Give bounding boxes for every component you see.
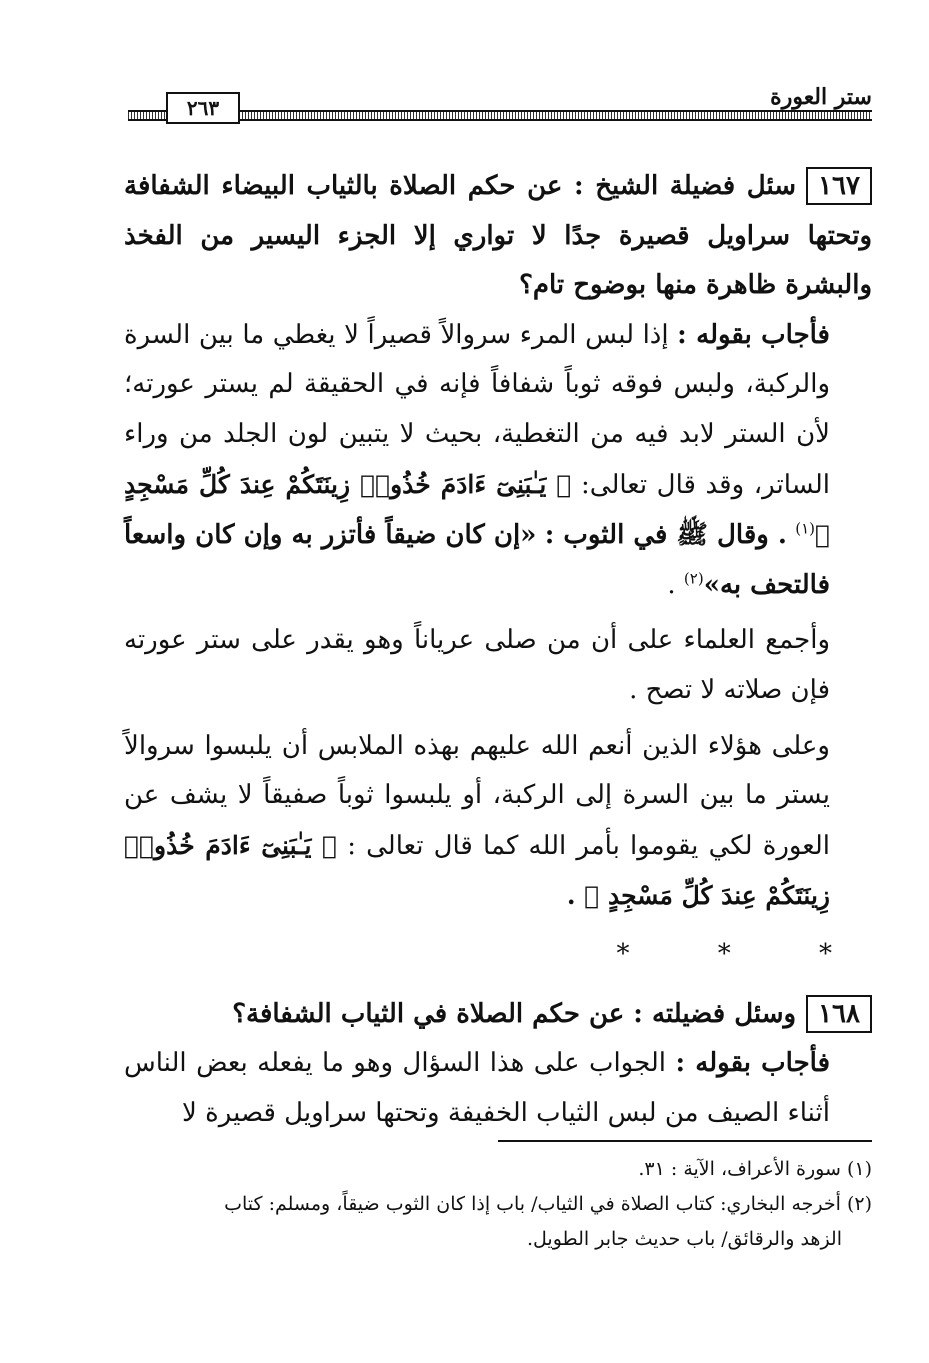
hadith-text: «إن كان ضيقاً فأتزر به وإن كان واسعاً فالتحف به» [124, 520, 830, 600]
answer-intro-167: فأجاب بقوله : [677, 319, 830, 350]
question-168 [124, 990, 872, 1040]
footnote-ref-2: (٢) [683, 569, 704, 588]
quran-verse-1: ﴿ يَـٰبَنِىٓ ءَادَمَ خُذُوا۟ زِينَتَكُمْ عِندَ كُلِّ مَسْجِدٍ ﴾ [124, 469, 831, 550]
question-168-text: وسئل فضيلته : عن حكم الصلاة في الثياب الشفافة؟ [232, 998, 797, 1029]
running-title: ستر العورة [760, 84, 872, 110]
page-header [128, 86, 872, 128]
footnote-1: (١) سورة الأعراف، الآية : ٣١. [638, 1158, 872, 1180]
page-number: ٢٦٣ [166, 92, 240, 124]
question-167-text: سئل فضيلة الشيخ : عن حكم الصلاة بالثياب البيضاء الشفافة وتحتها سراويل قصيرة جدًا لا تواري إلا الجزء اليسير من الفخذ والبشرة ظاهرة منها بوضوح تام؟ [124, 171, 872, 301]
answer-167-text: إذا لبس المرء سروالاً قصيراً لا يغطي ما بين السرة والركبة، ولبس فوقه ثوباً شفافاً فإنه في الحقيقة لم يستر عورته؛ لأن الستر لابد فيه من التغطية، بحيث لا يتبين لون الجلد من وراء الساتر، وقد قال تعالى: [124, 319, 830, 500]
footnote-2: (٢) أخرجه البخاري: كتاب الصلاة في الثياب/ باب إذا كان الثوب ضيقاً، ومسلم: كتاب [224, 1193, 872, 1215]
paragraph-consensus: وأجمع العلماء على أن من صلى عرياناً وهو يقدر على ستر عورته فإن صلاته لا تصح . [124, 625, 830, 705]
hadith-intro: . وقال ﷺ في الثوب : [544, 520, 787, 551]
section-separator: * * * [616, 938, 872, 969]
answer-168 [124, 1039, 872, 1138]
question-167 [124, 162, 872, 311]
footnote-rule [498, 1140, 872, 1142]
answer-intro-168: فأجاب بقوله : [675, 1048, 830, 1079]
question-number-167: ١٦٧ [806, 167, 872, 205]
footnote-ref-1: (١) [795, 519, 816, 538]
footnotes [124, 1152, 872, 1257]
main-text [124, 162, 872, 1138]
question-number-168: ١٦٨ [806, 995, 872, 1033]
answer-168-text: الجواب على هذا السؤال وهو ما يفعله بعض الناس أثناء الصيف من لبس الثياب الخفيفة وتحتها سراويل قصيرة لا [124, 1048, 830, 1128]
quran-verse-2: ﴿ يَـٰبَنِىٓ ءَادَمَ خُذُوا۟ زِينَتَكُمْ عِندَ كُلِّ مَسْجِدٍ ﴾ . [124, 830, 830, 911]
answer-167: فأجاب بقوله : إذا لبس المرء سروالاً قصيراً لا يغطي ما بين السرة والركبة، ولبس فوقه ثوباً شفافاً فإنه في الحقيقة لم يستر عورته؛ لأن الستر لابد فيه من التغطية، بحيث لا يتبين لون الجلد من وراء الساتر، وقد قال تعالى: ﴿ يَـٰبَنِىٓ ءَادَمَ خُذُوا۟ زِينَتَكُمْ عِندَ كُلِّ مَسْجِدٍ ﴾$^{(١)}$ . وقال ﷺ في الثوب : «إن كان ضيقاً فأتزر به وإن كان واسعاً فالتحف به»$^{(٢)}$ . [124, 319, 831, 600]
paragraph-advice-text: وعلى هؤلاء الذين أنعم الله عليهم بهذه الملابس أن يلبسوا سروالاً يستر ما بين السرة إلى الركبة، أو يلبسوا ثوباً صفيقاً لا يشف عن العورة لكي يقوموا بأمر الله كما قال تعالى : [124, 730, 830, 861]
paragraph-advice [124, 722, 872, 922]
footnote-2-continued: الزهد والرقائق/ باب حديث جابر الطويل. [527, 1228, 842, 1250]
